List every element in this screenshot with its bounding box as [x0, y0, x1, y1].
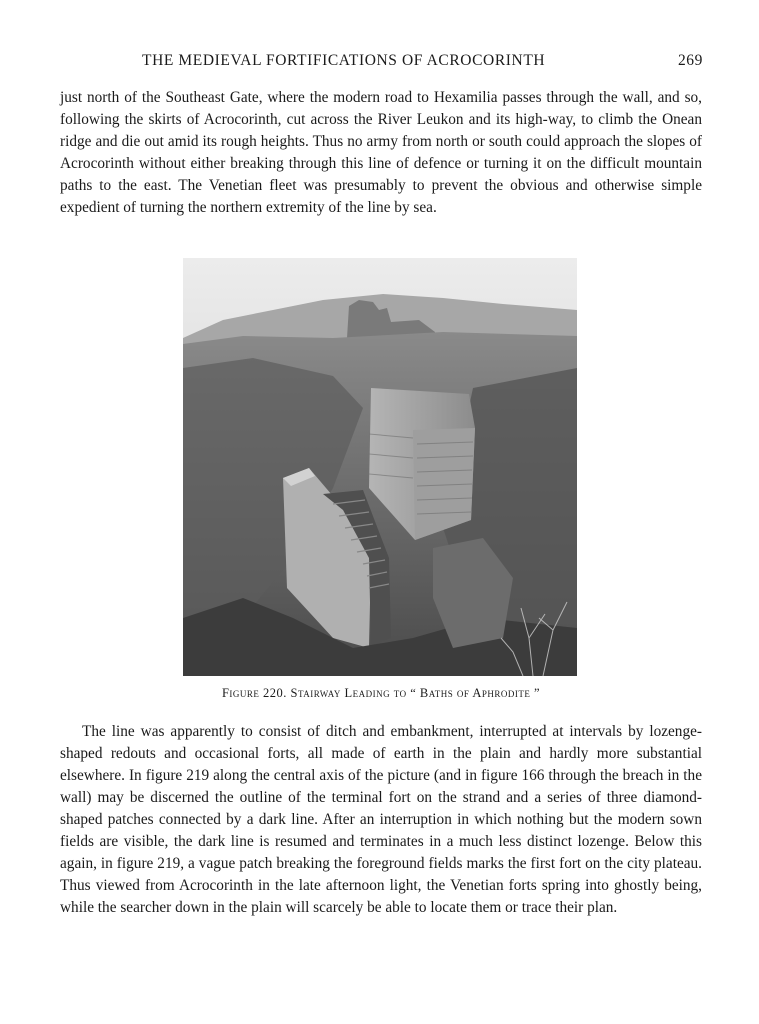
figure-caption: [60, 686, 702, 701]
running-title: THE MEDIEVAL FORTIFICATIONS OF ACROCORINTH: [142, 52, 546, 69]
page-number: 269: [677, 52, 703, 69]
paragraph: The line was apparently to consist of ditch and embankment, interrupted at intervals by lozenge-shaped redouts and occasional forts, all made of earth in the plain and hardly more substantial elsewhere. In figure 219 along the central axis of the picture (and in figure 166 through the breach in the wall) may be discerned the outline of the terminal fort on the strand and a series of three diamond-shaped patches connected by a dark line. After an interruption in which nothing but the modern sown fields are visible, the dark line is resumed and terminates in a much less distinct lozenge. Below this again, in figure 219, a vague patch breaking the foreground fields marks the first fort on the city plateau. Thus viewed from Acrocorinth in the late afternoon light, the Venetian forts spring into ghostly being, while the searcher down in the plain will scarcely be able to locate them or trace their plan.: [60, 723, 702, 916]
running-head: [60, 52, 703, 74]
figure-photograph: [183, 258, 577, 676]
figure-caption-text: Stairway Leading to “ Baths of Aphrodite ”: [290, 686, 541, 700]
paragraph-continued: just north of the Southeast Gate, where the modern road to Hexamilia passes through the wall, and so, following the skirts of Acrocorinth, cut across the River Leukon and its high-way, to climb the Onean ridge and die out amid its rough heights. Thus no army from north or south could approach the slopes of Acrocorinth without either breaking through this line of defence or turning it on the difficult mountain paths to the east. The Venetian fleet was presumably to prevent the obvious and otherwise simple expedient of turning the northern extremity of the line by sea.: [60, 89, 702, 216]
figure-label: Figure 220.: [221, 686, 287, 700]
